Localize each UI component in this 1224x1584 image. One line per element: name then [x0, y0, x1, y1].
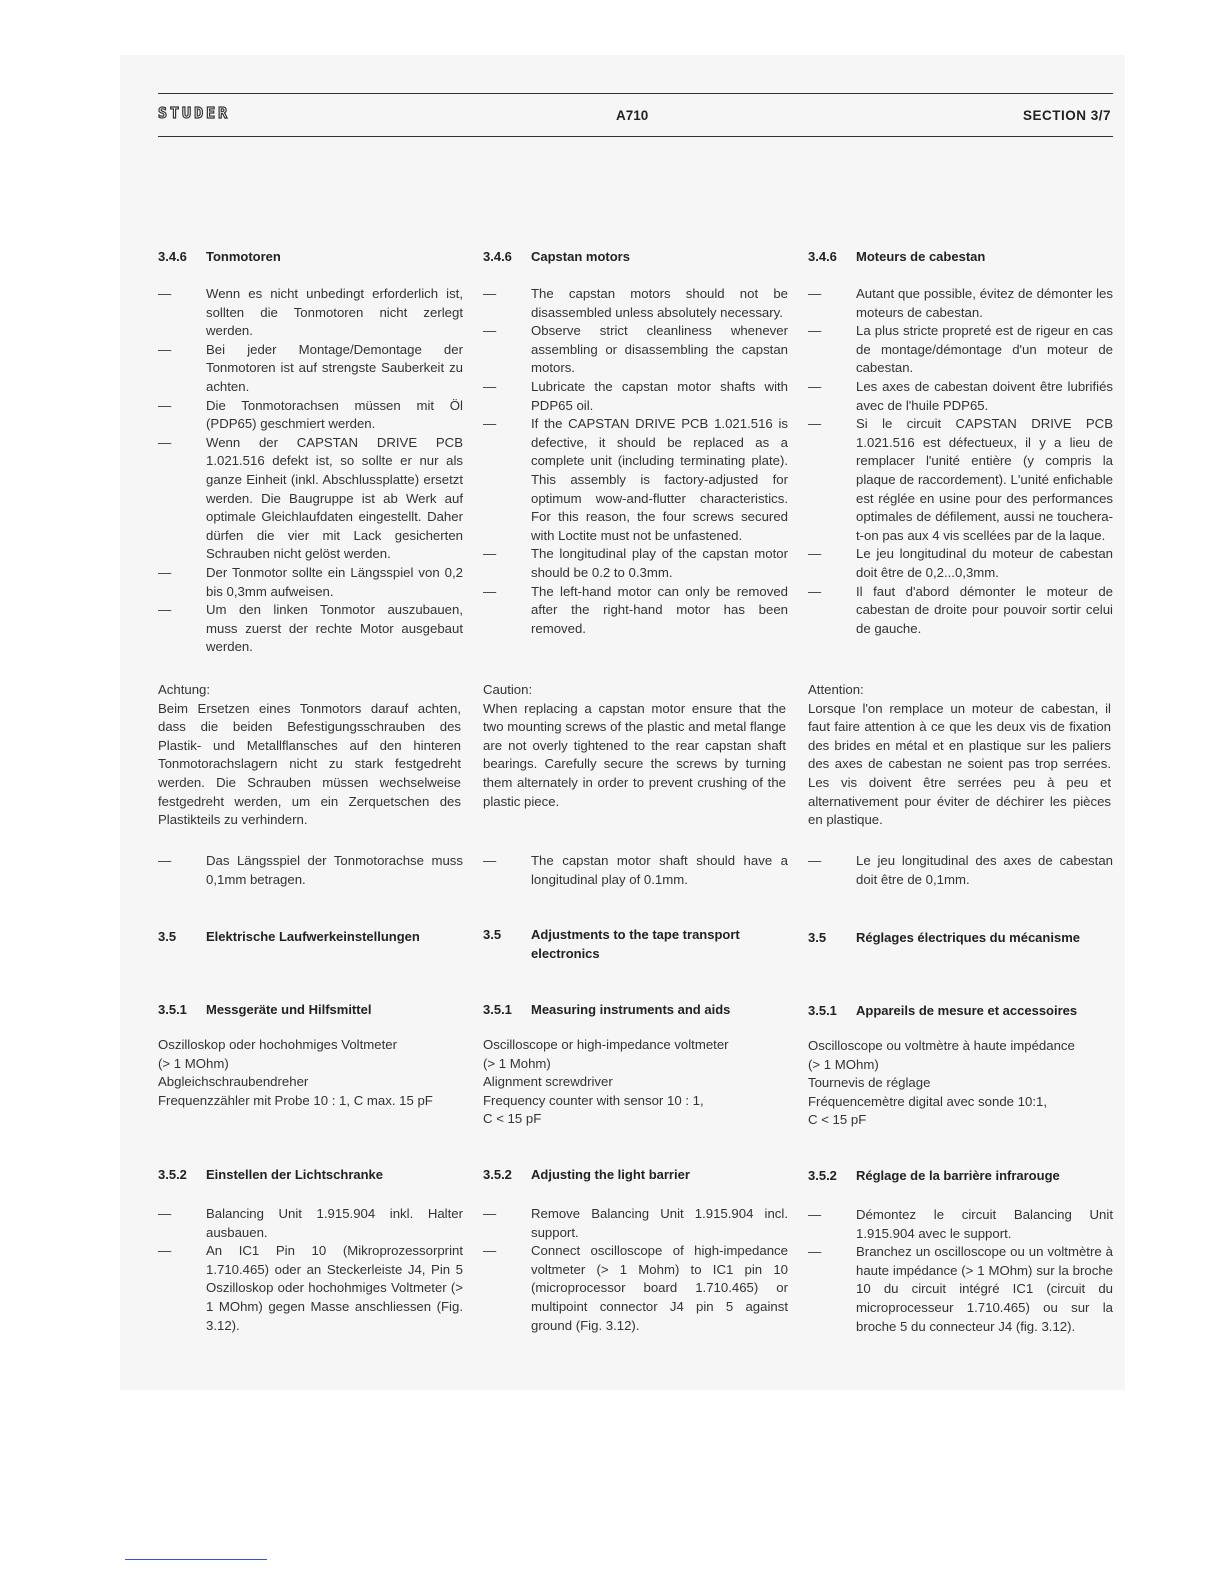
caution-block [158, 681, 461, 830]
equipment-line: (> 1 MOhm) [808, 1056, 879, 1072]
light-barrier-list [808, 1206, 1113, 1336]
play-list [483, 852, 788, 889]
equipment-list [158, 1036, 461, 1110]
equipment-line: Abgleichschraubendreher [158, 1074, 309, 1090]
list-item: — Wenn es nicht unbedingt erforderlich ist, sollten die Tonmotoren nicht zerlegt werden. [158, 285, 463, 341]
equipment-line: Oszilloskop oder hochohmiges Voltmeter [158, 1037, 397, 1052]
list-item: — Remove Balancing Unit 1.915.904 incl. support. [483, 1205, 788, 1242]
heading-3-5-1: 3.5.1 Appareils de mesure et accessoires [808, 1003, 1078, 1018]
list-item: — Démontez le circuit Balancing Unit 1.915.904 avec le support. [808, 1206, 1113, 1243]
list-item: — Wenn der CAPSTAN DRIVE PCB 1.021.516 defekt ist, so sollte er nur als ganze Einheit (inkl. Abschlussplatte) ersetzt werden. Die Baugruppe ist ab Werk auf optimale Gleichlaufdaten eingestellt. Daher dürfen die vier mit Lack gesicherten Schrauben nicht gelöst werden. [158, 434, 463, 564]
equipment-line: Fréquencemètre digital avec sonde 10:1, [808, 1093, 1047, 1109]
light-barrier-list [483, 1205, 788, 1335]
list-item: — Connect oscilloscope of high-impedance voltmeter (> 1 Mohm) to IC1 pin 10 (microprocessor board 1.710.465) or multipoint connector J4 pin 5 against ground (Fig. 3.12). [483, 1242, 788, 1335]
list-item: — Les axes de cabestan doivent être lubrifiés avec de l'huile PDP65. [808, 378, 1113, 415]
list-item: — Bei jeder Montage/Demontage der Tonmotoren ist auf strengste Sauberkeit zu achten. [158, 341, 463, 397]
equipment-list [808, 1037, 1111, 1130]
footnote-divider [125, 1559, 267, 1560]
light-barrier-list [158, 1205, 463, 1335]
equipment-line: Alignment screwdriver [483, 1074, 613, 1090]
list-item: — Observe strict cleanliness whenever assembling or disassembling the capstan motors. [483, 322, 788, 378]
list-item: — Balancing Unit 1.915.904 inkl. Halter ausbauen. [158, 1205, 463, 1242]
equipment-line: Frequency counter with sensor 10 : 1, [483, 1092, 704, 1108]
list-item: — Le jeu longitudinal du moteur de cabestan doit être de 0,2...0,3mm. [808, 545, 1113, 582]
heading-3-5-2: 3.5.2 Einstellen der Lichtschranke [158, 1167, 384, 1182]
equipment-line: C < 15 pF [483, 1111, 542, 1127]
caution-label: Attention: [808, 682, 864, 697]
list-item: — Si le circuit CAPSTAN DRIVE PCB 1.021.516 est défectueux, il y a lieu de remplacer l'unité entière (y compris la plaque de raccordement). L'unité enfichable est réglée en usine pour des performances optimales de défilement, aussi ne touchera-t-on pas aux 4 vis scellées par de la laque. [808, 415, 1113, 545]
list-item: — Das Längsspiel der Tonmotorachse muss 0,1mm betragen. [158, 852, 463, 889]
list-item: — Um den linken Tonmotor auszubauen, muss zuerst der rechte Motor ausgebaut werden. [158, 601, 463, 657]
heading-3-5-2: 3.5.2 Réglage de la barrière infrarouge [808, 1168, 1060, 1183]
list-item: — The capstan motor shaft should have a longitudinal play of 0.1mm. [483, 852, 788, 889]
list-item: — Le jeu longitudinal des axes de cabestan doit être de 0,1mm. [808, 852, 1113, 889]
heading-3-5: 3.5 Réglages électriques du mécanisme [808, 930, 1080, 945]
instruction-list [483, 285, 788, 638]
caution-text: When replacing a capstan motor ensure that the two mounting screws of the plastic and metal flange are not overly tightened to the rear capstan shaft bearings. Carefully secure the screws by turning them alternately in order to prevent crushing of the plastic piece. [483, 700, 786, 809]
list-item: — The capstan motors should not be disassembled unless absolutely necessary. [483, 285, 788, 322]
list-item: — La plus stricte propreté est de rigeur en cas de montage/démontage d'un moteur de cabestan. [808, 322, 1113, 378]
equipment-list [483, 1036, 786, 1129]
play-list [158, 852, 463, 889]
list-item: — The longitudinal play of the capstan motor should be 0.2 to 0.3mm. [483, 545, 788, 582]
caution-block [483, 681, 786, 811]
caution-label: Achtung: [158, 682, 211, 697]
list-item: — Autant que possible, évitez de démonter les moteurs de cabestan. [808, 285, 1113, 322]
heading-3-4-6: 3.4.6 Capstan motors [483, 249, 630, 264]
list-item: — The left-hand motor can only be removed after the right-hand motor has been removed. [483, 583, 788, 639]
equipment-line: Tournevis de réglage [808, 1075, 931, 1091]
instruction-list [158, 285, 463, 657]
instruction-list [808, 285, 1113, 638]
caution-block [808, 681, 1111, 830]
equipment-line: C < 15 pF [808, 1112, 867, 1128]
list-item: — If the CAPSTAN DRIVE PCB 1.021.516 is defective, it should be replaced as a complete unit (including terminating plate). This assembly is factory-adjusted for optimum wow-and-flutter characteristics. For this reason, the four screws secured with Loctite must not be unfastened. [483, 415, 788, 545]
caution-text: Lorsque l'on remplace un moteur de cabestan, il faut faire attention à ce que les deux vis de fixation des brides en métal et en plastique sur les paliers des axes de cabestan ne soient pas trop serrées. Les vis doivent être serrées peu à peu et alternativement pour éviter de déchirer les pièces en plastique. [808, 700, 1111, 828]
heading-3-5-1: 3.5.1 Messgeräte und Hilfsmittel [158, 1002, 372, 1017]
heading-3-5-2: 3.5.2 Adjusting the light barrier [483, 1167, 690, 1182]
equipment-line: Frequenzzähler mit Probe 10 : 1, C max. 15 pF [158, 1092, 433, 1108]
list-item: — Branchez un oscilloscope ou un voltmètre à haute impédance (> 1 MOhm) sur la broche 10 du circuit intégré IC1 (circuit du microprocesseur 1.710.465) ou sur la broche 5 du connecteur J4 (fig. 3.12). [808, 1243, 1113, 1336]
brand-logo: STUDER [158, 104, 231, 122]
heading-3-5: 3.5 Elektrische Laufwerkeinstellungen [158, 929, 420, 944]
list-item: — Die Tonmotorachsen müssen mit Öl (PDP65) geschmiert werden. [158, 397, 463, 434]
page-header [158, 93, 1113, 137]
caution-text: Beim Ersetzen eines Tonmotors darauf achten, dass die beiden Befestigungsschrauben des Plastik- und Metallflansches auf den hinteren Tonmotorachslagern nicht zu stark festgedreht werden. Die Schrauben müssen wechselweise festgedreht werden, um ein Zerquetschen des Plastikteils zu verhindern. [158, 700, 461, 828]
list-item: — Lubricate the capstan motor shafts with PDP65 oil. [483, 378, 788, 415]
heading-3-4-6: 3.4.6 Moteurs de cabestan [808, 249, 986, 264]
section-number: SECTION 3/7 [1022, 108, 1111, 123]
heading-3-5: 3.5 Adjustments to the tape transport electronics [483, 927, 740, 961]
equipment-line: Oscilloscope or high-impedance voltmeter [483, 1037, 729, 1052]
list-item: — Il faut d'abord démonter le moteur de cabestan de droite pour pouvoir sortir celui de gauche. [808, 583, 1113, 639]
equipment-line: (> 1 MOhm) [158, 1055, 229, 1071]
model-number: A710 [616, 108, 649, 123]
list-item: — Der Tonmotor sollte ein Längsspiel von 0,2 bis 0,3mm aufweisen. [158, 564, 463, 601]
heading-3-4-6: 3.4.6 Tonmotoren [158, 249, 281, 264]
list-item: — An IC1 Pin 10 (Mikroprozessorprint 1.710.465) oder an Steckerleiste J4, Pin 5 Oszilloskop oder hochohmiges Voltmeter (> 1 MOhm) gegen Masse anschliessen (Fig. 3.12). [158, 1242, 463, 1335]
equipment-line: Oscilloscope ou voltmètre à haute impédance [808, 1038, 1075, 1053]
caution-label: Caution: [483, 682, 533, 697]
play-list [808, 852, 1113, 889]
heading-3-5-1: 3.5.1 Measuring instruments and aids [483, 1002, 731, 1017]
equipment-line: (> 1 Mohm) [483, 1055, 551, 1071]
